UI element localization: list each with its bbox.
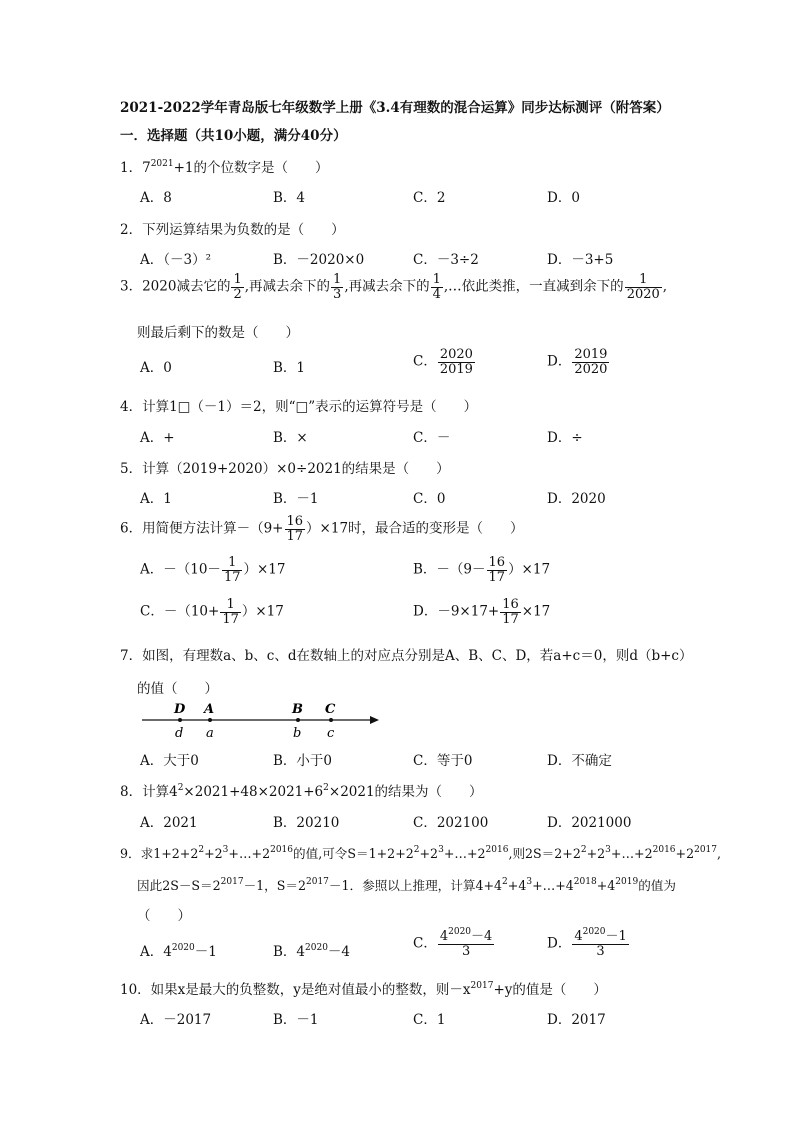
question-3-stem: [120, 273, 667, 301]
numerator: 1: [222, 556, 243, 571]
fraction: [625, 273, 662, 301]
q9-exponent: 2019: [615, 877, 639, 887]
q9-exponent: 3: [526, 877, 533, 887]
numerator: 2020: [439, 347, 473, 362]
q9-text: 的值为: [638, 878, 676, 893]
q9-exponent: 2: [198, 845, 205, 855]
denominator: 4: [432, 286, 441, 302]
numerator: 16: [488, 555, 506, 570]
var-label-d: d: [175, 726, 184, 741]
question-9-line-1: [120, 843, 721, 862]
q9-text: +2: [419, 846, 439, 861]
section-heading: 一．选择题（共10小题，满分40分）: [120, 128, 347, 144]
q2-option-c[interactable]: C．－3÷2: [413, 252, 479, 268]
q3-text: ,再减去余下的: [244, 278, 331, 295]
denominator: 17: [286, 528, 304, 544]
q9-exponent: 2: [502, 877, 508, 887]
denominator: 3: [596, 943, 605, 959]
q6-option-d[interactable]: [413, 598, 550, 626]
q4-option-d[interactable]: D．÷: [547, 430, 583, 446]
option-text: A．4: [140, 944, 172, 960]
q9-exponent: 3: [438, 845, 444, 855]
q9-exponent: 2: [580, 845, 587, 855]
option-text: －1: [194, 944, 217, 960]
denominator: 17: [223, 569, 241, 585]
option-text: ）×17: [241, 603, 284, 620]
denominator: 2020: [626, 286, 660, 302]
q1-option-b[interactable]: B．4: [273, 190, 306, 206]
q8-text: ×2021的结果为（ ）: [328, 784, 483, 800]
question-5-stem: 5．计算（2019+2020）×0÷2021的结果是（ ）: [120, 461, 450, 477]
q9-text: 的值,可令S＝1+2+2: [293, 846, 414, 861]
fraction: [572, 348, 609, 376]
q9-exponent: 2016: [270, 845, 294, 855]
var-label-a: a: [206, 726, 214, 741]
point-label-c: C: [325, 702, 336, 717]
denominator: 17: [488, 569, 506, 585]
q3-text: 3．2020减去它的: [120, 278, 231, 295]
q6-option-b[interactable]: [413, 556, 550, 584]
fraction: [431, 273, 443, 301]
denominator: 17: [222, 611, 239, 627]
q6-option-c[interactable]: [140, 598, 284, 626]
q8-option-d[interactable]: D．2021000: [547, 815, 632, 831]
q9-exponent: 2018: [573, 877, 597, 887]
question-7-line-2: 的值（ ）: [137, 681, 218, 697]
q9-text: ,则2S＝2+2: [508, 846, 581, 861]
q9-exponent: 3: [605, 845, 611, 855]
number-line-figure: [135, 696, 385, 742]
q9-exponent: 3: [222, 845, 229, 855]
q5-option-d[interactable]: D．2020: [547, 491, 606, 507]
q1-stem-part: +1的个位数字是（ ）: [173, 160, 329, 176]
numerator: [438, 927, 494, 945]
q9-exponent: 2016: [652, 845, 676, 855]
q10-text: 10．如果x是最大的负整数，y是绝对值最小的整数，则－x: [120, 982, 471, 998]
q7-option-c[interactable]: C．等于0: [413, 753, 473, 769]
option-text: C．－（10+: [140, 603, 220, 620]
q3-option-c[interactable]: [413, 348, 476, 376]
q1-option-d[interactable]: D．0: [547, 190, 580, 206]
q7-option-b[interactable]: B．小于0: [273, 753, 333, 769]
q5-option-a[interactable]: A．1: [140, 491, 172, 507]
fraction: [487, 556, 508, 584]
num-exponent: 2020: [448, 927, 472, 937]
denominator: 3: [333, 286, 342, 302]
q3-text: ,…依此类推，一直减到余下的: [443, 278, 624, 295]
q9-exponent: 2017: [694, 845, 718, 855]
q9-option-c[interactable]: [413, 927, 495, 959]
question-1-stem: [120, 156, 329, 176]
point-label-d: D: [174, 702, 186, 717]
q9-text: －1，S＝2: [243, 878, 306, 893]
num-base: 4: [439, 929, 449, 944]
q3-option-d[interactable]: [547, 348, 610, 376]
q9-text: +2: [586, 846, 606, 861]
q8-text: 8．计算4: [120, 784, 178, 800]
numerator: [572, 927, 628, 945]
numerator: 1: [333, 272, 342, 287]
question-3-line-2: 则最后剩下的数是（ ）: [137, 325, 299, 341]
num-base: 4: [574, 929, 583, 944]
numerator: 1: [220, 598, 241, 613]
question-4-stem: 4．计算1□（－1）＝2，则“□”表示的运算符号是（ ）: [120, 399, 478, 415]
q9-option-d[interactable]: [547, 927, 630, 959]
option-label: C．: [413, 935, 437, 952]
q9-option-b[interactable]: [273, 940, 350, 960]
q10-option-d[interactable]: D．2017: [547, 1012, 606, 1028]
fraction: [220, 598, 241, 626]
numerator: 16: [286, 514, 304, 529]
option-text: ×17: [521, 603, 551, 620]
q10-option-b[interactable]: B．－1: [273, 1012, 319, 1028]
question-8-stem: [120, 780, 483, 800]
q2-option-d[interactable]: D．－3+5: [547, 252, 614, 268]
fraction: [285, 515, 306, 543]
question-9-line-3: （ ）: [137, 908, 191, 924]
numerator: 16: [502, 597, 519, 612]
q4-option-b[interactable]: B．×: [273, 430, 308, 446]
q1-option-a[interactable]: A．8: [140, 190, 172, 206]
numerator: 2019: [574, 347, 608, 362]
question-2-stem: 2．下列运算结果为负数的是（ ）: [120, 222, 345, 238]
denominator: 2020: [574, 361, 608, 377]
num-rest: －4: [471, 929, 493, 944]
q10-option-a[interactable]: A．－2017: [140, 1012, 212, 1028]
q6-option-a[interactable]: [140, 556, 285, 584]
num-rest: －1: [605, 929, 627, 944]
fraction: [331, 273, 343, 301]
option-text: B．－（9－: [413, 561, 486, 578]
q7-option-d[interactable]: D．不确定: [547, 753, 612, 769]
q9-text: +4: [596, 878, 616, 893]
q9-text: +2: [675, 846, 695, 861]
question-6-stem: [120, 515, 524, 543]
q1-exponent: 2021: [150, 159, 174, 169]
var-label-b: b: [293, 726, 302, 741]
q3-option-a[interactable]: A．0: [140, 360, 172, 376]
option-text: B．4: [273, 944, 306, 960]
question-9-line-2: [137, 875, 676, 894]
q10-exponent: 2017: [470, 981, 494, 991]
option-label: D．: [547, 353, 572, 370]
q2-option-a[interactable]: A．（－3）²: [140, 252, 212, 268]
q9-text: －1．参照以上推理，计算4+4: [328, 878, 503, 893]
var-label-c: c: [327, 726, 335, 741]
fraction: [438, 348, 475, 376]
q1-stem-part: 1．7: [120, 160, 151, 176]
q9-text: +…+4: [532, 878, 574, 893]
num-exponent: 2020: [582, 927, 606, 937]
fraction: [500, 598, 521, 626]
q4-option-c[interactable]: C．－: [413, 430, 451, 446]
option-text: A．－（10－: [140, 561, 221, 578]
q3-option-b[interactable]: B．1: [273, 360, 306, 376]
fraction: [222, 556, 243, 584]
q9-text: ,: [717, 846, 722, 861]
option-text: ）×17: [508, 561, 551, 578]
option-exponent: 2020: [305, 943, 328, 953]
point-label-a: A: [204, 702, 215, 717]
q8-text: ×2021+48×2021+6: [183, 784, 324, 800]
denominator: 2: [233, 286, 242, 302]
q3-text: ,: [662, 278, 668, 295]
fraction: [438, 927, 494, 959]
q9-exponent: 2017: [220, 877, 244, 887]
q9-text: +…+2: [610, 846, 653, 861]
option-text: D．－9×17+: [413, 603, 500, 620]
q8-exponent: 2: [323, 783, 329, 793]
option-label: C．: [413, 353, 437, 370]
q9-text: +…+2: [228, 846, 271, 861]
q5-option-b[interactable]: B．－1: [273, 491, 319, 507]
fraction: [572, 927, 628, 959]
q9-text: 9．求1+2+2: [120, 846, 199, 861]
q3-text: ,再减去余下的: [344, 278, 430, 295]
q8-option-c[interactable]: C．202100: [413, 815, 489, 831]
q1-option-c[interactable]: C．2: [413, 190, 446, 206]
q6-text: 6．用简便方法计算－（9+: [120, 520, 284, 537]
q9-text: 因此2S－S＝2: [137, 878, 221, 893]
numerator: 1: [233, 272, 242, 287]
option-text: －4: [327, 944, 351, 960]
option-label: D．: [547, 935, 572, 952]
q5-option-c[interactable]: C．0: [413, 491, 446, 507]
q4-option-a[interactable]: A．+: [140, 430, 175, 446]
denominator: 3: [461, 943, 471, 959]
q9-text: +…+2: [443, 846, 486, 861]
q9-exponent: 2016: [485, 845, 509, 855]
q10-text: +y的值是（ ）: [493, 982, 607, 998]
option-text: ）×17: [243, 561, 286, 578]
document-title: 2021-2022学年青岛版七年级数学上册《3.4有理数的混合运算》同步达标测评（附答案）: [120, 100, 670, 116]
denominator: 17: [502, 611, 519, 627]
denominator: 2019: [439, 361, 473, 377]
fraction: [231, 273, 243, 301]
question-10-stem: [120, 978, 607, 998]
numerator: 1: [625, 273, 662, 288]
question-7-stem: 7．如图，有理数a、b、c、d在数轴上的对应点分别是A、B、C、D，若a+c＝0，则d（b+c）: [120, 648, 693, 664]
point-label-b: B: [292, 702, 303, 717]
q2-option-b[interactable]: B．－2020×0: [273, 252, 365, 268]
q8-exponent: 2: [177, 783, 184, 793]
q6-text: ）×17时，最合适的变形是（ ）: [306, 520, 524, 537]
q7-option-a[interactable]: A．大于0: [140, 753, 199, 769]
q9-exponent: 2017: [306, 877, 329, 887]
option-exponent: 2020: [171, 943, 195, 953]
q8-option-b[interactable]: B．20210: [273, 815, 340, 831]
numerator: 1: [432, 272, 441, 287]
q9-exponent: 2: [413, 845, 420, 855]
q9-text: +2: [204, 846, 223, 861]
q8-option-a[interactable]: A．2021: [140, 815, 198, 831]
q10-option-c[interactable]: C．1: [413, 1012, 446, 1028]
q9-text: +4: [507, 878, 527, 893]
q9-option-a[interactable]: [140, 940, 217, 960]
